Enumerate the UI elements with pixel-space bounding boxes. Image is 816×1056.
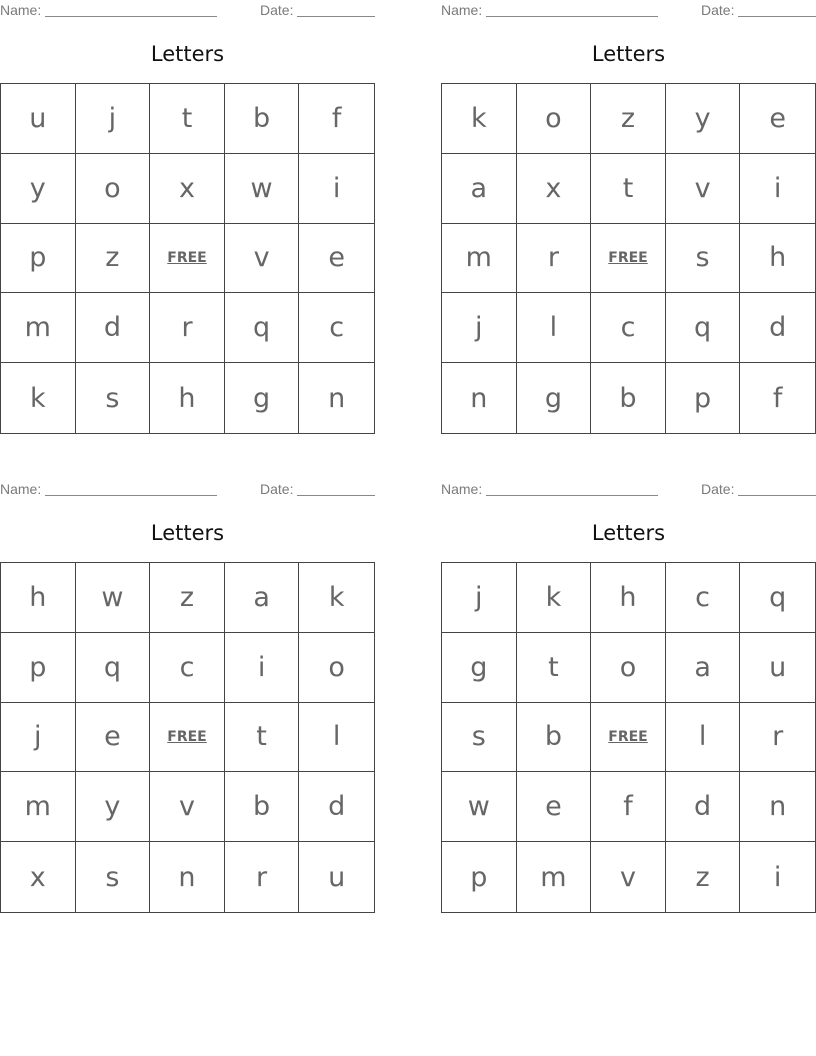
bingo-cell: j <box>76 84 151 154</box>
bingo-cell: f <box>299 84 374 154</box>
free-space: FREE <box>150 224 225 294</box>
name-label: Name: <box>441 2 483 18</box>
bingo-cell: r <box>740 703 815 773</box>
bingo-cell: b <box>225 772 300 842</box>
name-field-line[interactable] <box>45 16 217 17</box>
bingo-cell: p <box>1 633 76 703</box>
date-field-line[interactable] <box>738 16 816 17</box>
card-title: Letters <box>591 42 666 66</box>
date-label: Date: <box>701 2 735 18</box>
bingo-cell: e <box>299 224 374 294</box>
bingo-cell: q <box>225 293 300 363</box>
bingo-cell: k <box>517 563 592 633</box>
bingo-cell: s <box>76 363 151 433</box>
date-label: Date: <box>701 481 735 497</box>
bingo-cell: k <box>1 363 76 433</box>
bingo-cell: l <box>517 293 592 363</box>
bingo-cell: a <box>225 563 300 633</box>
bingo-cell: t <box>591 154 666 224</box>
bingo-cell: k <box>442 84 517 154</box>
bingo-cell: i <box>299 154 374 224</box>
bingo-cell: s <box>442 703 517 773</box>
date-field-line[interactable] <box>297 495 375 496</box>
bingo-cell: u <box>328 861 346 893</box>
bingo-cell: d <box>76 293 151 363</box>
bingo-cell: m <box>1 293 76 363</box>
bingo-cell: c <box>299 293 374 363</box>
bingo-cell: g <box>225 363 300 433</box>
bingo-cell: s <box>76 842 151 912</box>
card-header <box>0 0 375 20</box>
card-header <box>0 479 375 499</box>
bingo-cell: y <box>1 154 76 224</box>
bingo-cell: n <box>442 363 517 433</box>
bingo-cell: z <box>150 563 225 633</box>
bingo-cell: i <box>773 861 782 893</box>
bingo-cell: a <box>666 633 741 703</box>
bingo-cell: g <box>517 363 592 433</box>
bingo-cell: x <box>1 842 76 912</box>
name-label: Name: <box>0 2 42 18</box>
bingo-cell: l <box>299 703 374 773</box>
bingo-cell: x <box>517 154 592 224</box>
bingo-cell: v <box>666 154 741 224</box>
bingo-cell: q <box>740 563 815 633</box>
bingo-grid <box>441 562 816 913</box>
bingo-cell: j <box>442 293 517 363</box>
bingo-cell: n <box>328 382 346 414</box>
bingo-cell: m <box>1 772 76 842</box>
free-space: FREE <box>591 703 666 773</box>
free-space: FREE <box>591 224 666 294</box>
bingo-card <box>441 479 816 893</box>
bingo-cell: p <box>666 363 741 433</box>
bingo-cell: v <box>225 224 300 294</box>
bingo-cell: m <box>517 842 592 912</box>
bingo-cell: o <box>517 84 592 154</box>
bingo-cell: m <box>442 224 517 294</box>
bingo-cell: t <box>517 633 592 703</box>
bingo-cell: a <box>442 154 517 224</box>
bingo-cell: k <box>299 563 374 633</box>
date-field-line[interactable] <box>738 495 816 496</box>
card-title: Letters <box>150 521 225 545</box>
bingo-cell: t <box>225 703 300 773</box>
date-label: Date: <box>260 481 294 497</box>
bingo-grid <box>0 83 375 434</box>
bingo-cell: b <box>225 84 300 154</box>
free-space: FREE <box>150 703 225 773</box>
bingo-cell: y <box>76 772 151 842</box>
name-label: Name: <box>441 481 483 497</box>
bingo-cell: u <box>740 633 815 703</box>
bingo-cell: t <box>150 84 225 154</box>
bingo-grid <box>441 83 816 434</box>
bingo-cell: h <box>1 563 76 633</box>
bingo-cell: y <box>666 84 741 154</box>
bingo-cell: q <box>76 633 151 703</box>
bingo-cell: j <box>442 563 517 633</box>
bingo-cell: i <box>225 633 300 703</box>
bingo-cell: n <box>740 772 815 842</box>
bingo-cell: e <box>517 772 592 842</box>
bingo-cell: x <box>150 154 225 224</box>
bingo-cell: o <box>591 633 666 703</box>
bingo-cell: c <box>591 293 666 363</box>
card-title: Letters <box>591 521 666 545</box>
bingo-cell: h <box>591 563 666 633</box>
bingo-cell: z <box>666 842 741 912</box>
bingo-cell: r <box>517 224 592 294</box>
bingo-cell: v <box>591 842 666 912</box>
bingo-cell: w <box>442 772 517 842</box>
bingo-cell: d <box>299 772 374 842</box>
date-label: Date: <box>260 2 294 18</box>
bingo-cell: e <box>740 84 815 154</box>
bingo-cell: b <box>517 703 592 773</box>
bingo-cell: v <box>150 772 225 842</box>
card-header <box>441 479 816 499</box>
name-field-line[interactable] <box>45 495 217 496</box>
bingo-card <box>441 0 816 414</box>
bingo-cell: r <box>150 293 225 363</box>
bingo-cell: n <box>150 842 225 912</box>
bingo-cell: q <box>666 293 741 363</box>
card-header <box>441 0 816 20</box>
name-field-line[interactable] <box>486 16 658 17</box>
bingo-cell: w <box>225 154 300 224</box>
bingo-cell: o <box>299 633 374 703</box>
bingo-cell: i <box>740 154 815 224</box>
name-label: Name: <box>0 481 42 497</box>
bingo-cell: j <box>1 703 76 773</box>
bingo-cell: p <box>442 842 517 912</box>
bingo-cell: l <box>666 703 741 773</box>
bingo-cell: c <box>150 633 225 703</box>
bingo-cell: b <box>591 363 666 433</box>
bingo-cell: f <box>772 382 783 414</box>
bingo-cell: g <box>442 633 517 703</box>
bingo-card <box>0 479 375 893</box>
bingo-cell: e <box>76 703 151 773</box>
bingo-cell: p <box>1 224 76 294</box>
bingo-cell: d <box>740 293 815 363</box>
name-field-line[interactable] <box>486 495 658 496</box>
bingo-cell: s <box>666 224 741 294</box>
bingo-cell: c <box>666 563 741 633</box>
card-title: Letters <box>150 42 225 66</box>
bingo-cell: z <box>591 84 666 154</box>
date-field-line[interactable] <box>297 16 375 17</box>
bingo-cell: o <box>76 154 151 224</box>
bingo-cell: h <box>150 363 225 433</box>
bingo-cell: u <box>1 84 76 154</box>
bingo-card <box>0 0 375 414</box>
bingo-cell: z <box>76 224 151 294</box>
bingo-cell: d <box>666 772 741 842</box>
bingo-cell: h <box>740 224 815 294</box>
bingo-cell: r <box>225 842 300 912</box>
bingo-grid <box>0 562 375 913</box>
bingo-cell: w <box>76 563 151 633</box>
bingo-cell: f <box>591 772 666 842</box>
